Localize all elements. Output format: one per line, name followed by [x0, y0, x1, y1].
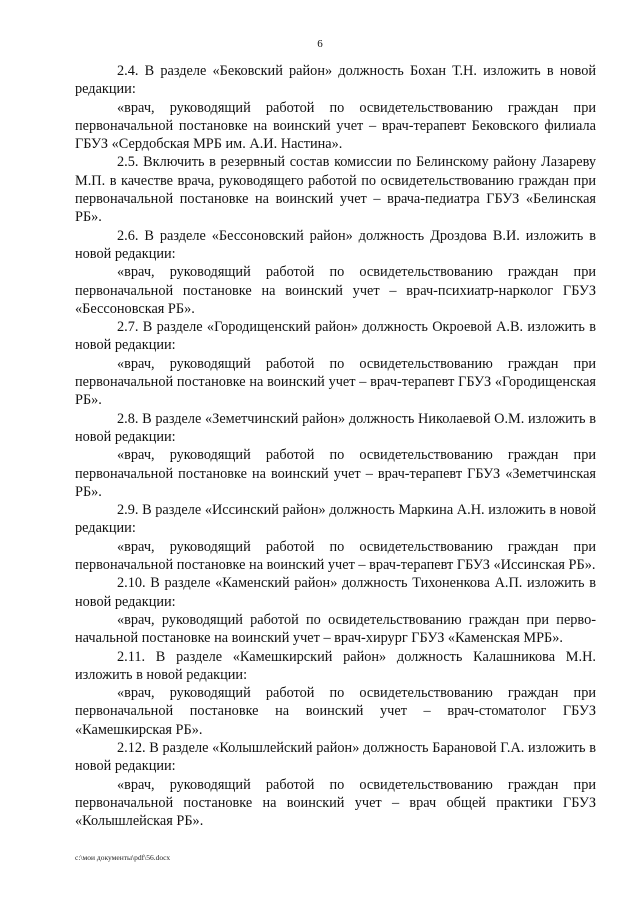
paragraph-2-8: 2.8. В разделе «Земетчинский район» должность Николаевой О.М. изложить в новой редакции:: [75, 410, 596, 445]
paragraph-2-7: 2.7. В разделе «Городищенский район» должность Окроевой А.В. изложить в новой редакции:: [75, 319, 596, 354]
paragraph-2-11: 2.11. В разделе «Камешкирский район» должность Калашникова М.Н. изложить в новой редакции:: [75, 648, 596, 683]
paragraph-2-4-text: «врач, руководящий работой по освидетельствованию граждан при первоначальной постановке на воинский учет – врач-терапевт Бековского филиала ГБУЗ «Сердобская МРБ им. А.И. Настина».: [75, 99, 596, 153]
paragraph-2-6: 2.6. В разделе «Бессоновский район» должность Дроздова В.И. изложить в новой редакции:: [75, 227, 596, 262]
page-number: 6: [317, 38, 323, 50]
paragraph-2-5: 2.5. Включить в резервный состав комиссии по Белинскому району Лазареву М.П. в качестве врача, руководящего работой по освидетельствованию граждан при первоначальной постановке на воинский учет – врача-педиатра ГБУЗ «Белинская РБ».: [75, 154, 596, 226]
paragraph-2-12-text: «врач, руководящий работой по освидетельствованию граждан при первоначальной постановке на воинский учет – врач общей практики ГБУЗ «Колышлейская РБ».: [75, 776, 596, 830]
paragraph-2-11-text: «врач, руководящий работой по освидетельствованию граждан при первоначальной постановке на воинский учет – врач-стоматолог ГБУЗ «Камешкирская РБ».: [75, 685, 596, 738]
paragraph-2-9-text: «врач, руководящий работой по освидетельствованию граждан при первоначальной постановке на воинский учет – врач-терапевт ГБУЗ «Иссинская РБ».: [75, 538, 596, 574]
paragraph-2-10-text: «врач, руководящий работой по освидетельствованию граждан при перво-начальной постановке на воинский учет – врач-хирург ГБУЗ «Каменская МРБ».: [75, 611, 596, 647]
paragraph-2-7-text: «врач, руководящий работой по освидетельствованию граждан при первоначальной постановке на воинский учет – врач-терапевт ГБУЗ «Городищенская РБ».: [75, 355, 596, 409]
paragraph-2-4: 2.4. В разделе «Бековский район» должность Бохан Т.Н. изложить в новой редакции:: [75, 63, 596, 98]
paragraph-2-12: 2.12. В разделе «Колышлейский район» должность Барановой Г.А. изложить в новой редакции:: [75, 739, 596, 775]
paragraph-2-10: 2.10. В разделе «Каменский район» должность Тихоненкова А.П. изложить в новой редакции:: [75, 575, 596, 610]
paragraph-2-9: 2.9. В разделе «Иссинский район» должность Маркина А.Н. изложить в новой редакции:: [75, 502, 596, 537]
paragraph-2-8-text: «врач, руководящий работой по освидетельствованию граждан при первоначальной постановке на воинский учет – врач-терапевт ГБУЗ «Земетчинская РБ».: [75, 447, 596, 500]
paragraph-2-6-text: «врач, руководящий работой по освидетельствованию граждан при первоначальной постановке на воинский учет – врач-психиатр-нарколог ГБУЗ «Бессоновская РБ».: [75, 264, 596, 317]
document-body: [75, 62, 596, 830]
footer-file-path: c:\мои документы\pdf\56.docx: [75, 853, 171, 862]
